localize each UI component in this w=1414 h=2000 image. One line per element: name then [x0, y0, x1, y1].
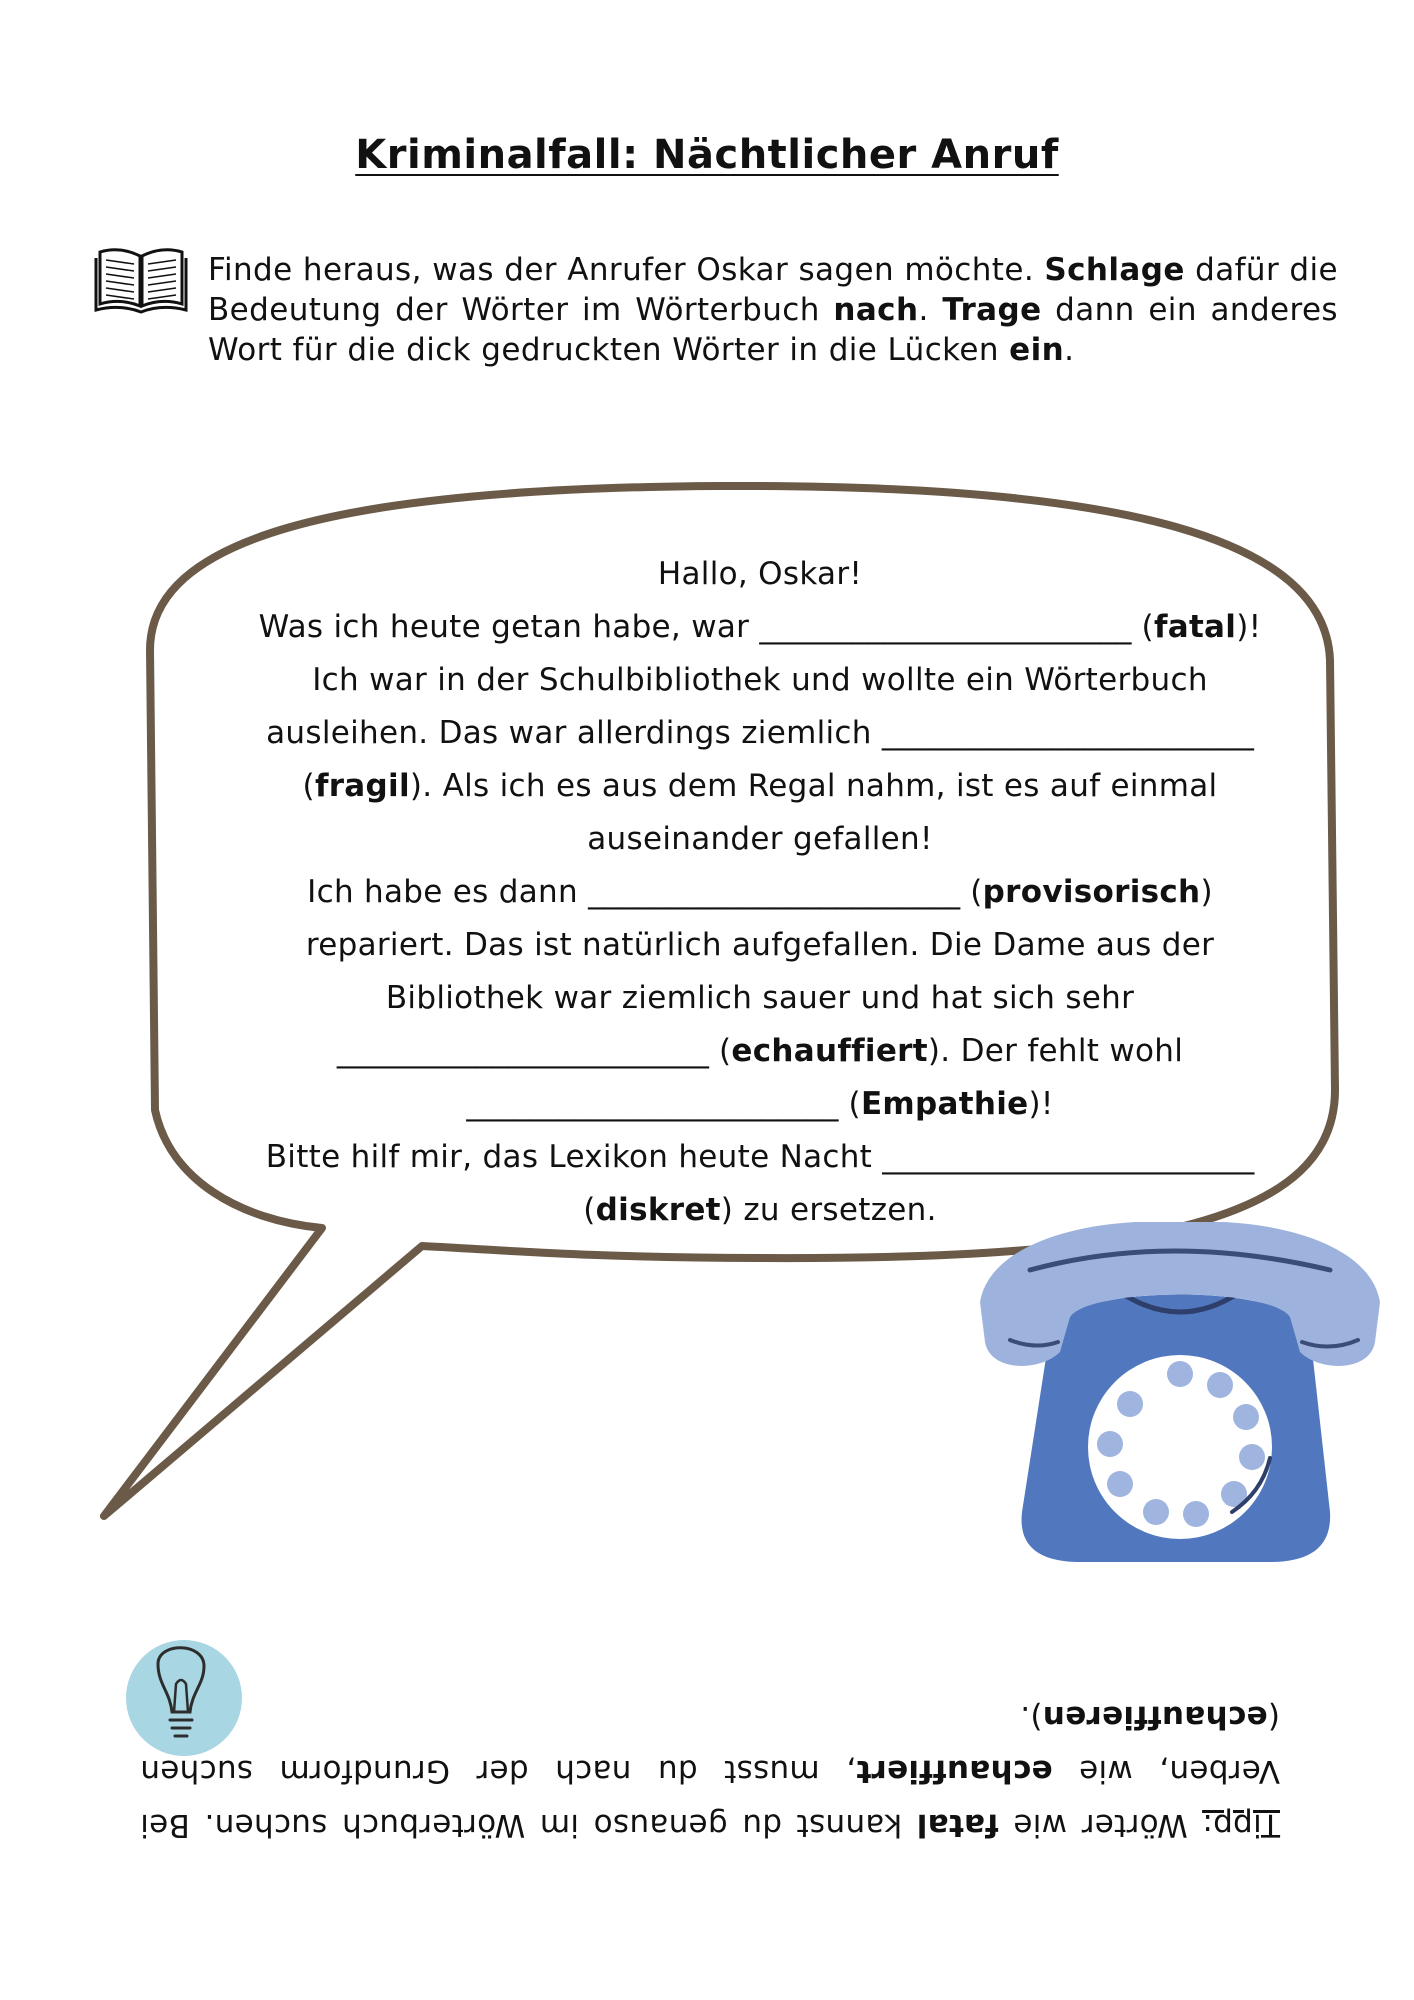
text-line: ________________________ (Empathie)! [466, 1086, 1054, 1122]
text-line: auseinander gefallen! [587, 821, 933, 857]
task-instructions: Finde heraus, was der Anrufer Oskar sagen möchte. Schlage dafür die Bedeutung der Wörter im Wörterbuch nach. Trage dann ein anderes Wort für die dick gedruckten Wörter in die Lücken ein. [208, 252, 1338, 368]
answer-blank[interactable]: ________________________ [759, 609, 1132, 645]
text-line: Bibliothek war ziemlich sauer und hat sich sehr [385, 980, 1135, 1016]
text-line: Ich war in der Schulbibliothek und wollte ein Wörterbuch [312, 662, 1208, 698]
text-line: Was ich heute getan habe, war ________________________ (fatal)! [258, 609, 1262, 645]
answer-blank[interactable]: ________________________ [466, 1086, 839, 1122]
rotary-telephone-illustration [970, 1222, 1390, 1572]
text-line: Bitte hilf mir, das Lexikon heute Nacht ________________________ [265, 1139, 1255, 1175]
text-line: ________________________ (echauffiert). Der fehlt wohl [336, 1033, 1184, 1069]
answer-blank[interactable]: ________________________ [881, 715, 1254, 751]
answer-blank[interactable]: ________________________ [588, 874, 961, 910]
text-line: repariert. Das ist natürlich aufgefallen. Die Dame aus der [305, 927, 1215, 963]
page-title: Kriminalfall: Nächtlicher Anruf [355, 132, 1059, 178]
text-line: (fragil). Als ich es aus dem Regal nahm, ist es auf einmal [302, 768, 1218, 804]
bubble-text [195, 548, 1325, 1237]
upside-down-tip: Tipp: Wörter wie fatal kannst du genauso im Wörterbuch suchen. Bei Verben, wie echauffiert, musst du nach der Grundform suchen (echauffieren). [140, 1699, 1280, 1843]
answer-blank[interactable]: ________________________ [882, 1139, 1255, 1175]
tip-label: Tipp: [1202, 1807, 1280, 1843]
text-line: Ich habe es dann ________________________ (provisorisch) [307, 874, 1213, 910]
text-line: (diskret) zu ersetzen. [583, 1192, 937, 1228]
text-line: ausleihen. Das war allerdings ziemlich ________________________ [266, 715, 1254, 751]
answer-blank[interactable]: ________________________ [336, 1033, 709, 1069]
greeting-line: Hallo, Oskar! [657, 556, 863, 592]
